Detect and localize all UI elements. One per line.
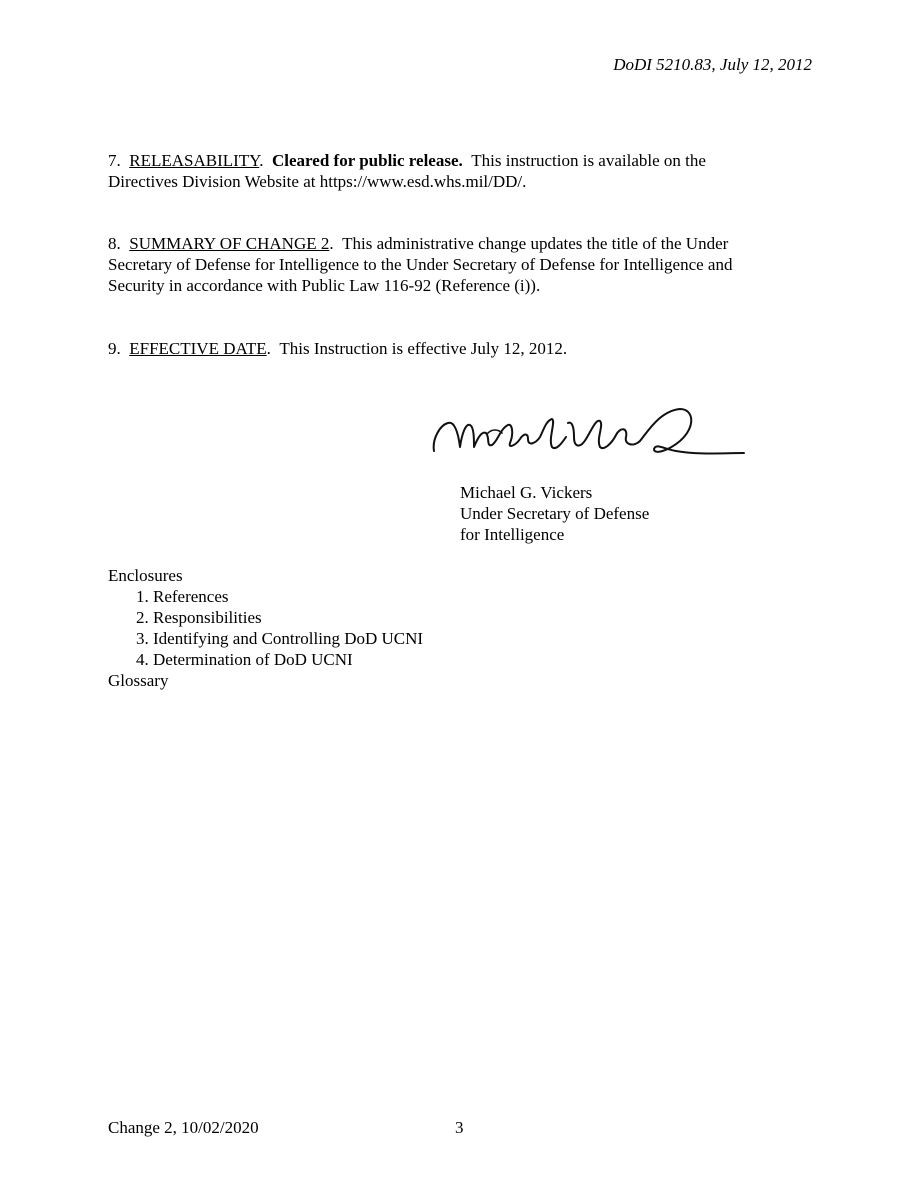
section-title: EFFECTIVE DATE (129, 339, 267, 358)
section-effective-date: 9. EFFECTIVE DATE. This Instruction is effective July 12, 2012. (108, 339, 568, 358)
signer-title-continued: for Intelligence (460, 525, 565, 544)
section-text: This administrative change updates the title of the Under (342, 234, 729, 253)
section-releasability: 7. RELEASABILITY. Cleared for public release. This instruction is available on the Directives Division Website at https://www.esd.whs.mil/DD/. (108, 150, 788, 192)
enclosures-heading: Enclosures (108, 566, 183, 585)
section-text-line: Secretary of Defense for Intelligence to the Under Secretary of Defense for Intelligence and (108, 255, 733, 274)
section-title: SUMMARY OF CHANGE 2 (129, 234, 330, 253)
enclosure-item: 4. Determination of DoD UCNI (136, 650, 353, 669)
section-title: RELEASABILITY (129, 151, 260, 170)
enclosure-item: 3. Identifying and Controlling DoD UCNI (136, 629, 424, 648)
page-number: 3 (455, 1118, 464, 1137)
running-head: DoDI 5210.83, July 12, 2012 (613, 55, 812, 74)
section-text-line: Security in accordance with Public Law 116-92 (Reference (i)). (108, 276, 541, 295)
glossary-entry: Glossary (108, 671, 169, 690)
signer-title: Under Secretary of Defense (460, 504, 650, 523)
enclosure-item: 1. References (136, 587, 229, 606)
handwritten-signature (428, 403, 748, 465)
section-text-line: Directives Division Website at https://www.esd.whs.mil/DD/. (108, 172, 527, 191)
section-summary-of-change: 8. SUMMARY OF CHANGE 2. This administrative change updates the title of the Under Secretary of Defense for Intelligence to the Under Secretary of Defense for Intelligence and Security in accordance with Public Law 116-92 (Reference (i)). (108, 233, 788, 296)
section-number: 9. (108, 339, 121, 358)
enclosures-list (108, 565, 423, 691)
footer-change-label: Change 2, 10/02/2020 (108, 1118, 259, 1137)
signature-block (460, 482, 649, 545)
section-text: This Instruction is effective July 12, 2012. (279, 339, 568, 358)
enclosure-item: 2. Responsibilities (136, 608, 262, 627)
signer-name: Michael G. Vickers (460, 483, 593, 502)
section-number: 7. (108, 151, 121, 170)
section-number: 8. (108, 234, 121, 253)
section-text: This instruction is available on the (471, 151, 706, 170)
release-statement: Cleared for public release. (272, 151, 463, 170)
